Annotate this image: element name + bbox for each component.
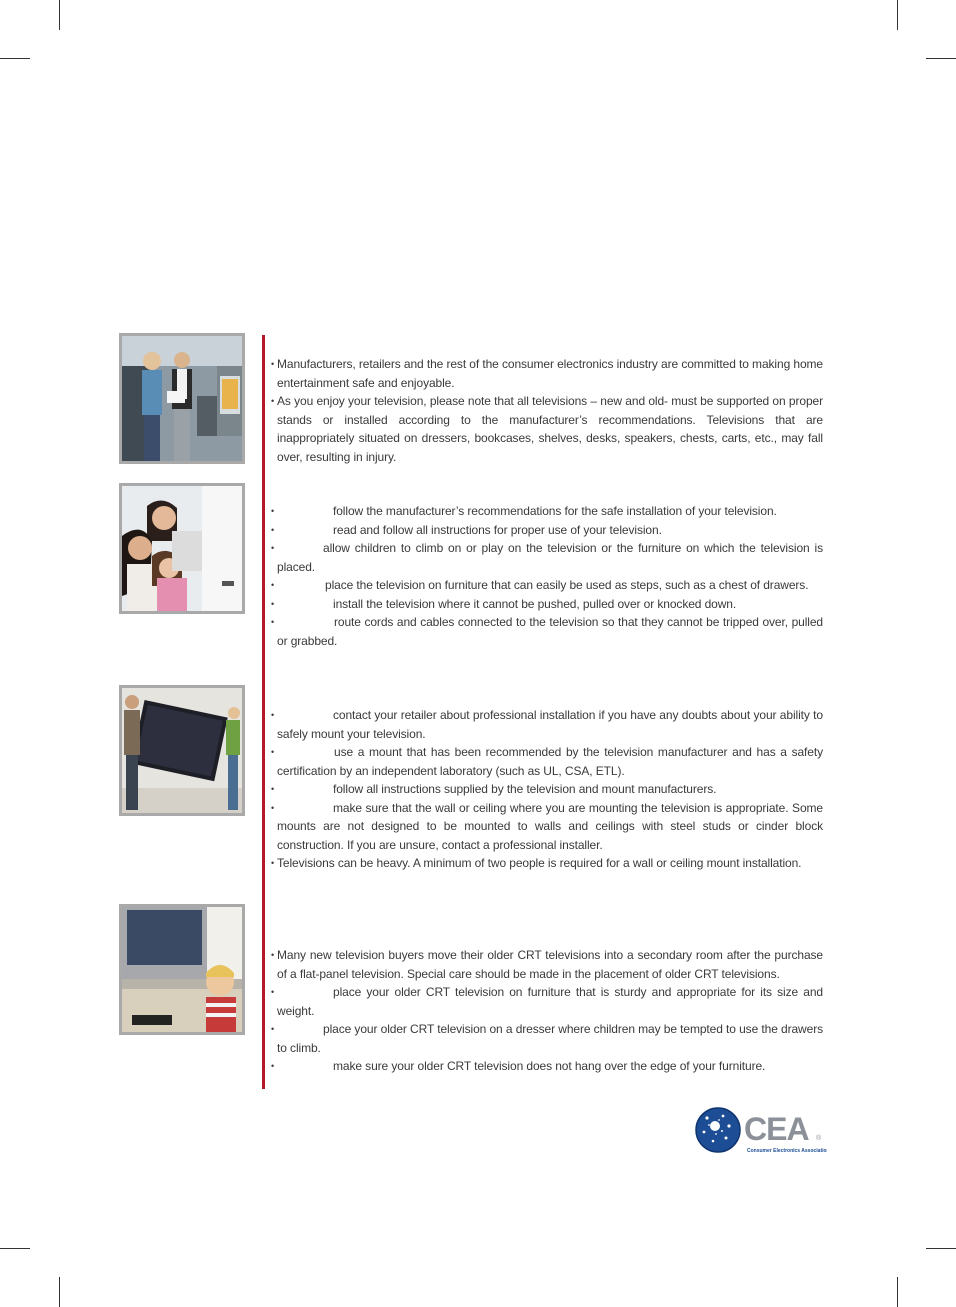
section-wall-mount <box>271 706 823 873</box>
crop-mark <box>926 1248 956 1249</box>
section-crt <box>271 946 823 1076</box>
bullet-icon: • <box>271 524 275 535</box>
crop-mark <box>897 1277 898 1307</box>
list-item: • use a mount that has been recommended by the television manufacturer and has a safety certification by an independent laboratory (such as UL, CSA, ETL). <box>271 745 823 778</box>
bullet-icon: • <box>271 543 275 553</box>
list-item: • make sure that the wall or ceiling where you are mounting the television is appropriate. Some mounts are not designed to be mounted to walls and ceilings with steel studs or cinder block construction. If you are unsure, contact a professional installer. <box>271 800 823 852</box>
list-item: • Televisions can be heavy. A minimum of two people is required for a wall or ceiling mount installation. <box>271 854 823 873</box>
cea-logo <box>695 1106 827 1156</box>
logo-tagline: Consumer Electronics Association <box>747 1148 827 1154</box>
bullet-icon: • <box>271 359 275 369</box>
crop-mark <box>59 0 60 30</box>
list-item: • As you enjoy your television, please note that all televisions – new and old- must be supported on proper stands or installed according to the manufacturer’s recommendations. Televisions that are inappropriately situated on dressers, bookcases, shelves, desks, speakers, chests, carts, etc., may fall over, resulting in injury. <box>271 394 823 464</box>
list-item: • install the television where it cannot be pushed, pulled over or knocked down. <box>271 595 823 614</box>
bullet-icon: • <box>271 1061 275 1071</box>
logo-wordmark: CEA <box>744 1111 809 1147</box>
list-item: • make sure your older CRT television does not hang over the edge of your furniture. <box>271 1057 823 1076</box>
bullet-icon: • <box>271 617 275 627</box>
crop-mark <box>0 1248 30 1249</box>
list-item: • Manufacturers, retailers and the rest of the consumer electronics industry are committed to making home entertainment safe and enjoyable. <box>271 357 823 390</box>
bullet-icon: • <box>271 950 275 960</box>
section-industry <box>271 355 823 466</box>
bullet-icon: • <box>271 580 275 590</box>
list-item: • follow all instructions supplied by the television and mount manufacturers. <box>271 780 823 799</box>
bullet-icon: • <box>271 710 275 720</box>
list-item: • contact your retailer about professional installation if you have any doubts about your ability to safely mount your television. <box>271 708 823 741</box>
child-with-old-tv-photo <box>119 904 245 1035</box>
bullet-icon: • <box>271 858 275 868</box>
list-item: • Many new television buyers move their older CRT televisions into a secondary room after the purchase of a flat-panel television. Special care should be made in the placement of older CRT televisions. <box>271 948 823 981</box>
bullet-icon: • <box>271 987 275 997</box>
section-divider-line <box>262 335 265 1089</box>
globe-icon <box>696 1108 740 1152</box>
bullet-icon: • <box>271 396 275 406</box>
list-item: • route cords and cables connected to the television so that they cannot be tripped over, pulled or grabbed. <box>271 615 823 648</box>
crop-mark <box>926 58 956 59</box>
crop-mark <box>59 1277 60 1307</box>
retail-store-photo <box>119 333 245 464</box>
bullet-icon: • <box>271 598 275 609</box>
bullet-icon: • <box>271 1024 275 1034</box>
crop-mark <box>897 0 898 30</box>
list-item: • follow the manufacturer’s recommendations for the safe installation of your television. <box>271 502 823 521</box>
logo-registered-mark: ® <box>816 1135 822 1142</box>
list-item: • allow children to climb on or play on the television or the furniture on which the television is placed. <box>271 541 823 574</box>
bullet-icon: • <box>271 802 275 813</box>
crop-mark <box>0 58 30 59</box>
list-item: • read and follow all instructions for proper use of your television. <box>271 521 823 540</box>
section-safety <box>271 502 823 650</box>
list-item: • place your older CRT television on a dresser where children may be tempted to use the drawers to climb. <box>271 1022 823 1055</box>
bullet-icon: • <box>271 784 275 794</box>
couple-mounting-tv-photo <box>119 685 245 816</box>
family-watching-tv-photo <box>119 483 245 614</box>
bullet-icon: • <box>271 506 275 516</box>
list-item: • place your older CRT television on furniture that is sturdy and appropriate for its size and weight. <box>271 985 823 1018</box>
list-item: • place the television on furniture that can easily be used as steps, such as a chest of drawers. <box>271 576 823 595</box>
bullet-icon: • <box>271 747 275 757</box>
